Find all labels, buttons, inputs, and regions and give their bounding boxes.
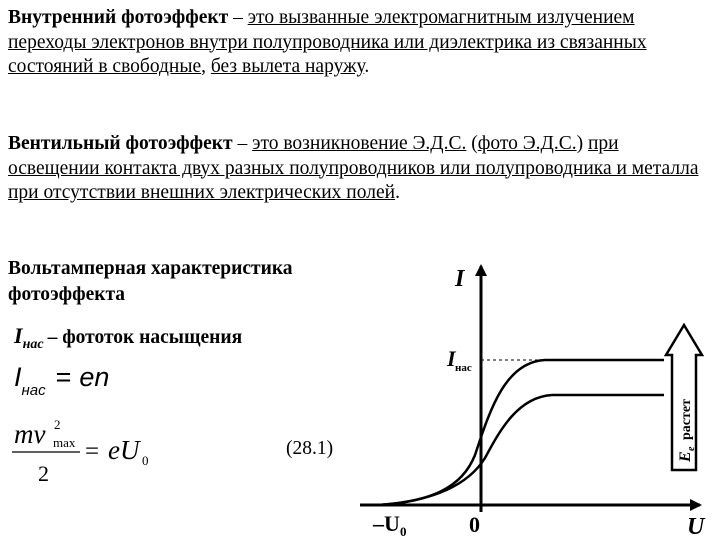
arrow-text: растет <box>679 399 694 440</box>
formula2-equals: = <box>85 438 100 465</box>
formula2-numerator-sup: 2 <box>54 417 61 432</box>
formula2-rhs-sub: 0 <box>142 453 149 468</box>
dash: – <box>228 7 248 28</box>
arrow-symbol: E <box>677 451 694 462</box>
arrow-symbol-sub: e <box>686 446 697 451</box>
paren-close: ) <box>576 133 588 154</box>
formula2-numerator-sub: max <box>53 435 76 450</box>
inas-graph-label: I <box>447 346 456 371</box>
formula1-lhs: I <box>14 362 22 392</box>
internal-photoeffect-term: Внутренний фотоэффект <box>8 7 229 28</box>
photo-emf-term: фото Э.Д.С. <box>477 133 577 154</box>
vac-curve-high <box>378 360 664 505</box>
formula2-rhs: eU <box>108 435 140 465</box>
inas-graph-subscript: нас <box>455 362 472 374</box>
valve-photoeffect-conditions: при освещении контакта двух разных полупроводников или полупроводника и металла при отсутствии внешних электрических полей <box>8 133 699 203</box>
inas-description: – фототок насыщения <box>47 327 243 348</box>
formula2-numerator: mv <box>14 419 46 449</box>
period: . <box>364 56 370 77</box>
neg-u0-subscript: 0 <box>400 524 407 539</box>
formula1-rhs: en <box>79 362 110 392</box>
vac-heading-line2: фотоэффекта <box>8 284 126 305</box>
comma: , <box>201 56 211 77</box>
inas-symbol: I <box>14 323 23 348</box>
vac-heading-line1: Вольтамперная характеристика <box>8 258 293 279</box>
u-axis-label: U <box>687 514 705 540</box>
internal-photoeffect-note: без вылета наружу <box>210 56 365 77</box>
formula1-equals: = <box>55 362 72 392</box>
vac-curve-low <box>378 395 664 505</box>
internal-photoeffect-definition: это вызванные электромагнитным излучением переходы электронов внутри полупроводника или диэлектрика из связанных состояний в свободные <box>8 7 647 77</box>
formula1-lhs-sub: нас <box>21 382 46 399</box>
vac-graph <box>360 266 706 540</box>
paren-open: ( <box>466 133 478 154</box>
valve-photoeffect-term: Вентильный фотоэффект <box>8 133 233 154</box>
valve-photoeffect-definition: это возникновение Э.Д.С. <box>252 133 467 154</box>
kinetic-energy-formula <box>12 417 149 486</box>
equation-number: (28.1) <box>286 438 334 459</box>
neg-u0-label: –U <box>373 511 400 536</box>
period: . <box>395 182 400 203</box>
illumination-growth-arrow <box>666 325 702 470</box>
dash: – <box>232 133 253 154</box>
inas-subscript: нас <box>22 337 44 352</box>
origin-label: 0 <box>469 512 480 537</box>
i-axis-label: I <box>455 266 465 292</box>
formula2-denominator: 2 <box>38 461 49 486</box>
